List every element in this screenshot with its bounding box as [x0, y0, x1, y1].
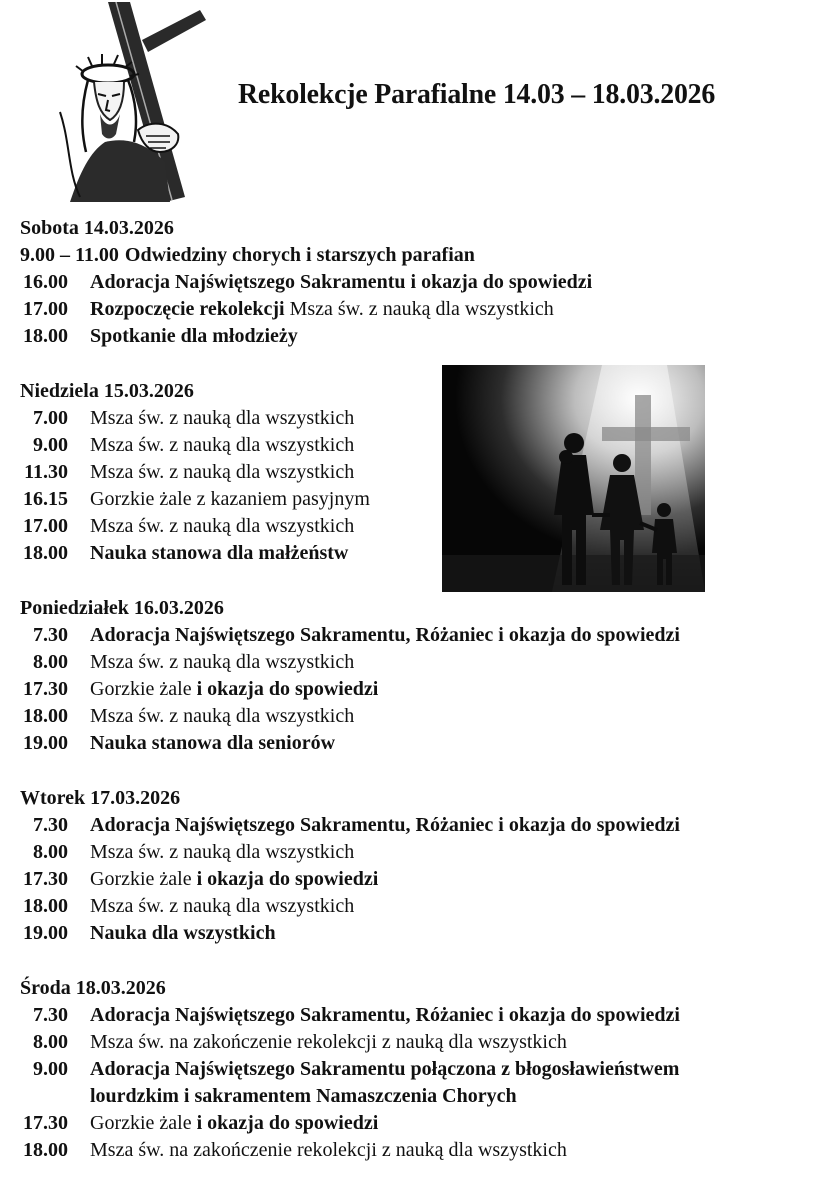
- item-time: 16.00: [23, 271, 68, 293]
- item-time: 16.15: [23, 488, 68, 510]
- item-time: 19.00: [23, 922, 68, 944]
- schedule-item: [20, 1002, 820, 1029]
- schedule-item: [20, 1137, 820, 1164]
- item-description: [90, 540, 348, 567]
- item-text: Msza św. na zakończenie rekolekcji z nauką dla wszystkich: [90, 1031, 567, 1053]
- item-text: Msza św. z nauką dla wszystkich: [284, 298, 554, 320]
- schedule-item: [20, 649, 820, 676]
- item-time: 11.30: [24, 461, 68, 483]
- schedule-item: [20, 703, 820, 730]
- item-text: Gorzkie żale: [90, 1112, 192, 1134]
- schedule-item: [20, 323, 820, 350]
- schedule-item: [20, 405, 820, 432]
- item-time: 9.00 – 11.00: [20, 244, 119, 266]
- schedule-item: [20, 242, 820, 269]
- item-time: 7.30: [33, 624, 68, 646]
- item-description: [90, 1029, 567, 1056]
- day-title: Środa 18.03.2026: [20, 977, 166, 999]
- schedule-item: [20, 866, 820, 893]
- item-text-bold: Nauka stanowa dla seniorów: [90, 732, 336, 754]
- day-title: Wtorek 17.03.2026: [20, 787, 181, 809]
- item-time: 18.00: [23, 705, 68, 727]
- item-time: 18.00: [23, 325, 68, 347]
- schedule-item: [20, 812, 820, 839]
- item-text: Msza św. na zakończenie rekolekcji z nauką dla wszystkich: [90, 1139, 567, 1161]
- item-time: 7.00: [33, 407, 68, 429]
- item-text: Msza św. z nauką dla wszystkich: [90, 841, 355, 863]
- item-text-bold: lourdzkim i sakramentem Namaszczenia Chorych: [90, 1085, 517, 1107]
- page-title: Rekolekcje Parafialne 14.03 – 18.03.2026: [238, 78, 716, 110]
- item-text: Msza św. z nauką dla wszystkich: [90, 895, 355, 917]
- item-description: [90, 703, 354, 730]
- item-description: [90, 405, 354, 432]
- item-time: 8.00: [33, 1031, 68, 1053]
- day-section: [20, 594, 820, 757]
- item-description: [90, 649, 354, 676]
- item-description: [90, 1137, 567, 1164]
- item-time: 17.30: [23, 678, 68, 700]
- item-description: [90, 1110, 378, 1137]
- item-text-bold: Spotkanie dla młodzieży: [90, 325, 298, 347]
- item-description: [90, 269, 592, 296]
- item-time: 8.00: [33, 841, 68, 863]
- item-description: [90, 893, 354, 920]
- item-description: [90, 730, 335, 757]
- schedule-item: [20, 730, 820, 757]
- item-text: Msza św. z nauką dla wszystkich: [90, 434, 355, 456]
- item-text: Gorzkie żale z kazaniem pasyjnym: [90, 488, 370, 510]
- item-time: 18.00: [23, 542, 68, 564]
- item-text: Msza św. z nauką dla wszystkich: [90, 461, 355, 483]
- schedule-item: [20, 893, 820, 920]
- item-description: [90, 486, 370, 513]
- item-time: 7.30: [33, 814, 68, 836]
- day-title: Poniedziałek 16.03.2026: [20, 597, 224, 619]
- item-description: [90, 1056, 679, 1083]
- item-description: [90, 459, 354, 486]
- item-description: [90, 323, 298, 350]
- item-text-bold: Adoracja Najświętszego Sakramentu połączona z błogosławieństwem: [90, 1058, 680, 1080]
- schedule-item: [20, 1056, 820, 1083]
- item-text: Msza św. z nauką dla wszystkich: [90, 407, 355, 429]
- day-section: [20, 974, 820, 1164]
- item-text: Gorzkie żale: [90, 868, 192, 890]
- day-section: [20, 377, 820, 567]
- item-time: 17.00: [23, 298, 68, 320]
- item-time: 18.00: [23, 895, 68, 917]
- item-text: Msza św. z nauką dla wszystkich: [90, 515, 355, 537]
- item-description: [90, 1002, 680, 1029]
- schedule-item: [20, 1029, 820, 1056]
- item-text-bold: Odwiedziny chorych i starszych parafian: [124, 244, 475, 266]
- schedule-item: [20, 540, 820, 567]
- schedule-item: [20, 513, 820, 540]
- item-description: [90, 839, 354, 866]
- item-description: [90, 812, 680, 839]
- item-description: [90, 920, 276, 947]
- item-text: Msza św. z nauką dla wszystkich: [90, 651, 355, 673]
- schedule-item: [20, 269, 820, 296]
- item-time: 18.00: [23, 1139, 68, 1161]
- item-text-bold: Nauka stanowa dla małżeństw: [90, 542, 349, 564]
- day-section: [20, 784, 820, 947]
- item-text-bold: Nauka dla wszystkich: [90, 922, 276, 944]
- jesus-carrying-cross-image: [50, 2, 210, 202]
- item-text-bold: i okazja do spowiedzi: [191, 1112, 379, 1134]
- item-description: [90, 676, 378, 703]
- item-description: [125, 242, 475, 269]
- schedule-item: [20, 1110, 820, 1137]
- item-description: [90, 866, 378, 893]
- item-text: Gorzkie żale: [90, 678, 192, 700]
- item-text: Msza św. z nauką dla wszystkich: [90, 705, 355, 727]
- item-text-bold: Adoracja Najświętszego Sakramentu, Różaniec i okazja do spowiedzi: [90, 814, 680, 836]
- item-description: [90, 622, 680, 649]
- item-text-bold: Rozpoczęcie rekolekcji: [90, 298, 285, 320]
- day-section: [20, 214, 820, 350]
- item-text-bold: i okazja do spowiedzi: [191, 678, 379, 700]
- schedule-item: [20, 486, 820, 513]
- schedule: [20, 214, 820, 1191]
- schedule-item: [20, 432, 820, 459]
- item-time: 9.00: [33, 1058, 68, 1080]
- item-time: 17.30: [23, 1112, 68, 1134]
- schedule-item: [20, 676, 820, 703]
- day-title: Sobota 14.03.2026: [20, 217, 174, 239]
- item-description: [90, 432, 354, 459]
- item-time: 8.00: [33, 651, 68, 673]
- item-time: 9.00: [33, 434, 68, 456]
- day-title: Niedziela 15.03.2026: [20, 380, 194, 402]
- item-text-bold: Adoracja Najświętszego Sakramentu i okazja do spowiedzi: [90, 271, 593, 293]
- schedule-item: [20, 296, 820, 323]
- schedule-item: [20, 622, 820, 649]
- item-time: 7.30: [33, 1004, 68, 1026]
- item-time: 19.00: [23, 732, 68, 754]
- item-text-bold: i okazja do spowiedzi: [191, 868, 379, 890]
- item-description: [90, 513, 354, 540]
- schedule-item: [20, 920, 820, 947]
- item-text-bold: Adoracja Najświętszego Sakramentu, Różaniec i okazja do spowiedzi: [90, 1004, 680, 1026]
- schedule-item: [20, 839, 820, 866]
- item-text-bold: Adoracja Najświętszego Sakramentu, Różaniec i okazja do spowiedzi: [90, 624, 680, 646]
- item-time: 17.30: [23, 868, 68, 890]
- schedule-item: [20, 459, 820, 486]
- schedule-item-continuation: [20, 1083, 820, 1110]
- item-time: 17.00: [23, 515, 68, 537]
- item-description: [90, 296, 554, 323]
